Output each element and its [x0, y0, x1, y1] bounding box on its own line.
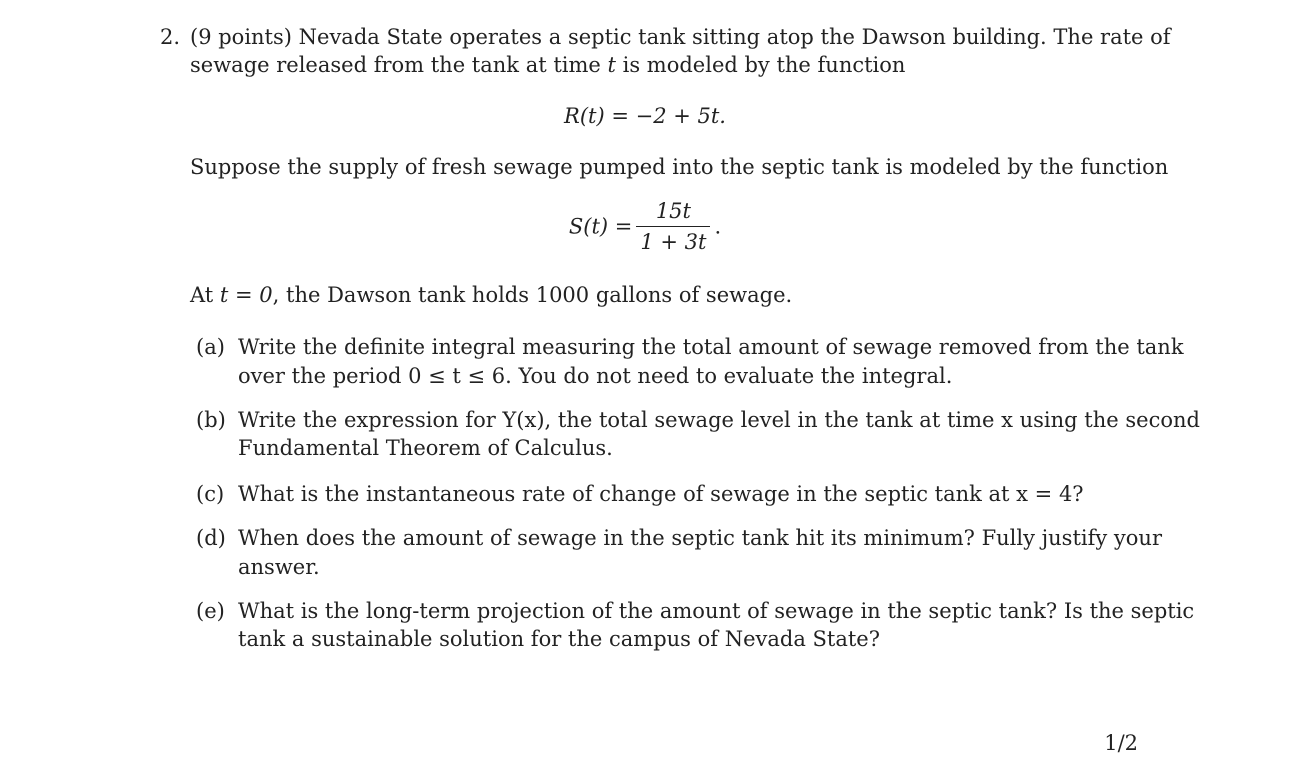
- part-a-line-1: Write the definite integral measuring the total amount of sewage removed from the tank: [238, 335, 1184, 359]
- initial-condition-post: , the Dawson tank holds 1000 gallons of sewage.: [272, 283, 793, 307]
- problem-intro-text: sewage released from the tank at time: [190, 53, 608, 77]
- initial-condition-math: t = 0: [219, 283, 273, 307]
- problem-number: 2.: [160, 25, 181, 49]
- supply-description: Suppose the supply of fresh sewage pumped into the septic tank is modeled by the function: [190, 155, 1169, 179]
- fraction-numerator: 15t: [636, 198, 710, 227]
- part-b-label: (b): [196, 408, 226, 432]
- part-c-label: (c): [196, 482, 225, 506]
- fraction-denominator: 1 + 3t: [640, 230, 707, 254]
- equation-supply-lhs: S(t) =: [568, 214, 633, 239]
- equation-rate-released: R(t) = −2 + 5t.: [564, 104, 726, 128]
- part-d-line-1: When does the amount of sewage in the septic tank hit its minimum? Fully justify your: [238, 526, 1162, 550]
- page-number: 1/2: [1104, 731, 1138, 755]
- part-b-line-2: Fundamental Theorem of Calculus.: [238, 436, 613, 460]
- time-variable: t: [607, 53, 616, 77]
- equation-supply-fraction: [636, 198, 710, 255]
- initial-condition: [190, 281, 1138, 309]
- part-e-label: (e): [196, 599, 225, 623]
- problem-intro-line-1: (9 points) Nevada State operates a septic tank sitting atop the Dawson building. The rate of: [190, 25, 1171, 49]
- initial-condition-pre: At: [190, 283, 220, 307]
- part-b-line-1: Write the expression for Y(x), the total sewage level in the tank at time x using the second: [238, 408, 1200, 432]
- part-a-line-2: over the period 0 ≤ t ≤ 6. You do not need to evaluate the integral.: [238, 364, 953, 388]
- problem-intro-text-end: is modeled by the function: [615, 53, 906, 77]
- part-c-line-1: What is the instantaneous rate of change of sewage in the septic tank at x = 4?: [238, 482, 1084, 506]
- part-a-label: (a): [196, 335, 225, 359]
- equation-supply-period: .: [714, 214, 722, 239]
- part-d-label: (d): [196, 526, 226, 550]
- problem-intro-line-2: [190, 51, 1138, 79]
- equation-supply: [0, 198, 1290, 255]
- part-d-line-2: answer.: [238, 555, 320, 579]
- part-e-line-1: What is the long-term projection of the amount of sewage in the septic tank? Is the septic: [238, 599, 1195, 623]
- part-e-line-2: tank a sustainable solution for the campus of Nevada State?: [238, 627, 880, 651]
